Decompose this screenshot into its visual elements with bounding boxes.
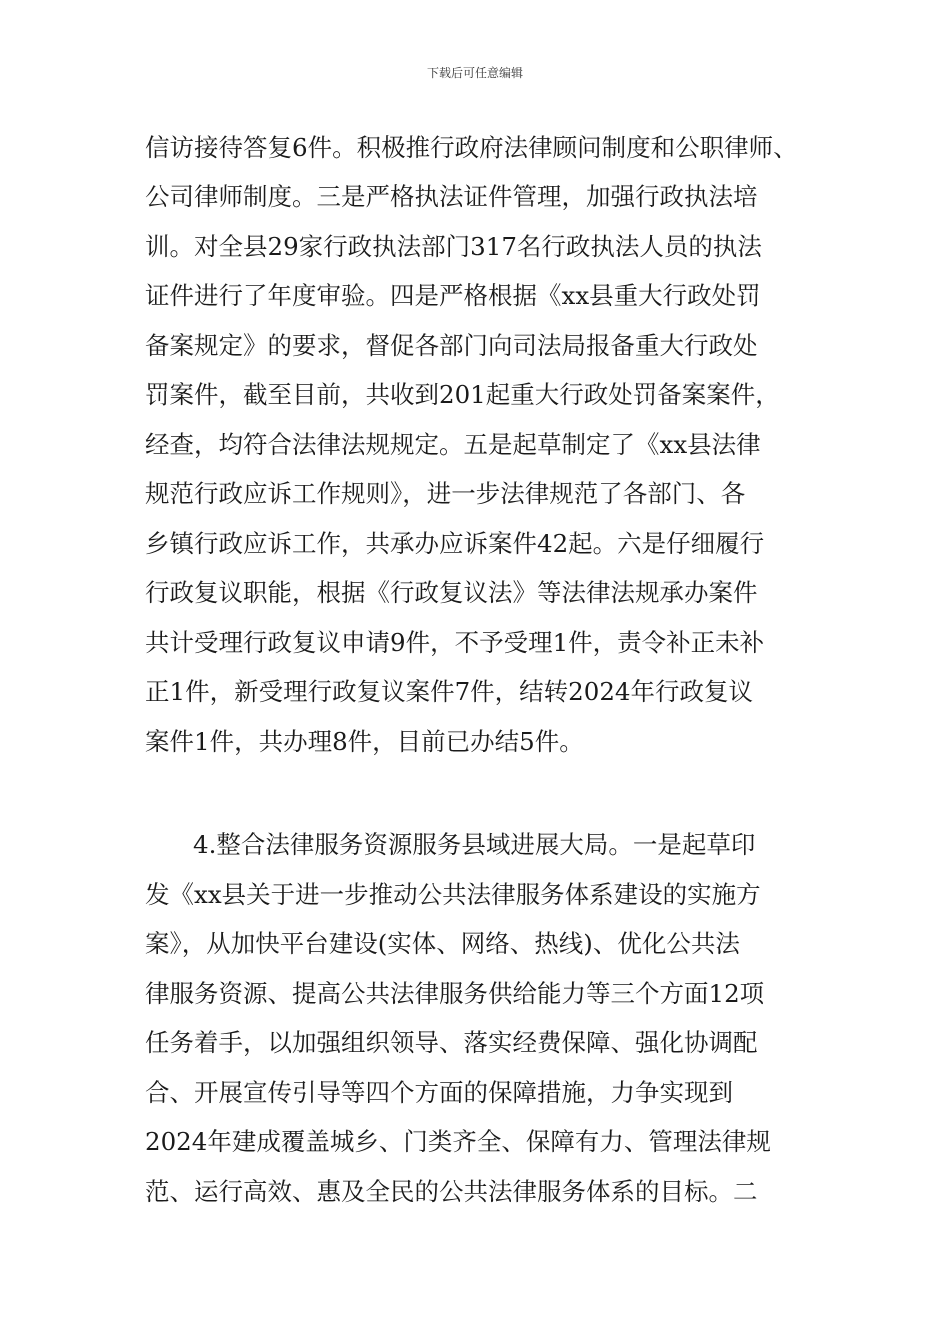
section-4-heading-line: 4.整合法律服务资源服务县域进展大局。一是起草印 <box>193 830 756 859</box>
body-line-3: 训。对全县29家行政执法部门317名行政执法人员的执法 <box>145 232 762 261</box>
body-line-18: 任务着手，以加强组织领导、落实经费保障、强化协调配 <box>145 1028 758 1057</box>
body-line-21: 范、运行高效、惠及全民的公共法律服务体系的目标。二 <box>145 1177 758 1206</box>
body-line-9: 乡镇行政应诉工作，共承办应诉案件42起。六是仔细履行 <box>145 529 765 558</box>
body-line-10: 行政复议职能，根据《行政复议法》等法律法规承办案件 <box>145 578 758 607</box>
body-line-17: 律服务资源、提高公共法律服务供给能力等三个方面12项 <box>145 979 765 1008</box>
body-line-1: 信访接待答复6件。积极推行政府法律顾问制度和公职律师、 <box>145 133 798 162</box>
body-line-11: 共计受理行政复议申请9件，不予受理1件，责令补正未补 <box>145 628 765 657</box>
body-line-5: 备案规定》的要求，督促各部门向司法局报备重大行政处 <box>145 331 758 360</box>
body-line-20: 2024年建成覆盖城乡、门类齐全、保障有力、管理法律规 <box>145 1127 771 1156</box>
body-line-6: 罚案件，截至目前，共收到201起重大行政处罚备案案件， <box>145 380 780 409</box>
body-line-15: 发《xx县关于进一步推动公共法律服务体系建设的实施方 <box>145 880 761 909</box>
body-line-12: 正1件，新受理行政复议案件7件，结转2024年行政复议 <box>145 677 754 706</box>
body-line-8: 规范行政应诉工作规则》，进一步法律规范了各部门、各 <box>145 479 746 508</box>
page-header: 下载后可任意编辑 <box>426 66 523 80</box>
body-line-7: 经查，均符合法律法规规定。五是起草制定了《xx县法律 <box>145 430 761 459</box>
body-line-4: 证件进行了年度审验。四是严格根据《xx县重大行政处罚 <box>145 281 761 310</box>
body-line-13: 案件1件，共办理8件，目前已办结5件。 <box>145 727 584 756</box>
body-line-2: 公司律师制度。三是严格执法证件管理，加强行政执法培 <box>145 182 758 211</box>
body-line-16: 案》，从加快平台建设(实体、网络、热线)、优化公共法 <box>145 929 740 958</box>
body-line-19: 合、开展宣传引导等四个方面的保障措施，力争实现到 <box>145 1078 733 1107</box>
